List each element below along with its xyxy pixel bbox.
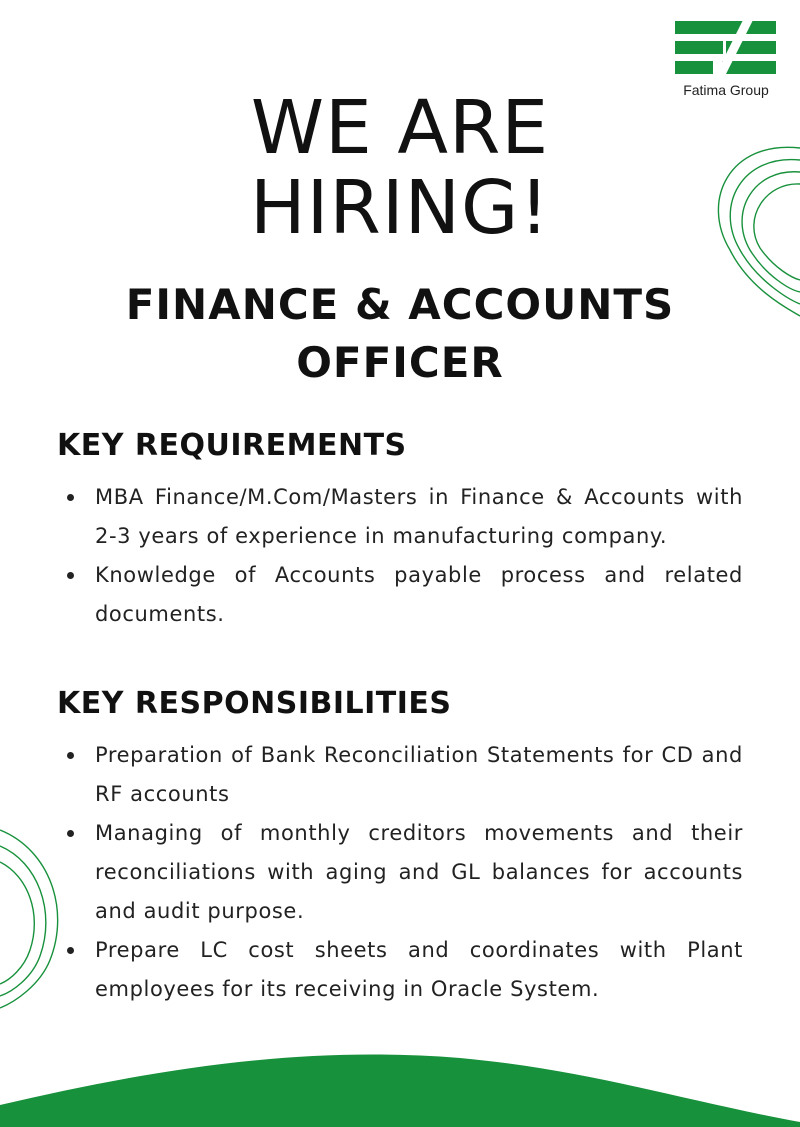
requirement-item: MBA Finance/M.Com/Masters in Finance & Accounts with 2-3 years of experience in manufacturing company. — [95, 478, 743, 556]
headline — [150, 85, 650, 251]
responsibilities-heading: KEY RESPONSIBILITIES — [57, 686, 452, 721]
decorative-arcs-bottom-left — [0, 820, 70, 1010]
bottom-green-wave — [0, 1040, 800, 1127]
job-title — [60, 276, 740, 392]
requirements-list — [95, 478, 743, 634]
job-title-line-1: FINANCE & ACCOUNTS — [125, 280, 675, 329]
requirements-heading: KEY REQUIREMENTS — [57, 428, 407, 463]
job-title-line-2: OFFICER — [296, 338, 504, 387]
brand-logo — [672, 18, 780, 102]
headline-line-1: WE ARE — [250, 85, 550, 171]
responsibility-item: Managing of monthly creditors movements and their reconciliations with aging and GL balances for accounts and audit purpose. — [95, 814, 743, 931]
responsibility-item: Prepare LC cost sheets and coordinates with Plant employees for its receiving in Oracle System. — [95, 931, 743, 1009]
responsibility-item: Preparation of Bank Reconciliation Statements for CD and RF accounts — [95, 736, 743, 814]
brand-name: Fatima Group — [683, 82, 769, 98]
fatima-group-logo-icon — [672, 18, 780, 78]
responsibilities-list — [95, 736, 743, 1009]
headline-line-2: HIRING! — [249, 165, 551, 251]
requirement-item: Knowledge of Accounts payable process and related documents. — [95, 556, 743, 634]
